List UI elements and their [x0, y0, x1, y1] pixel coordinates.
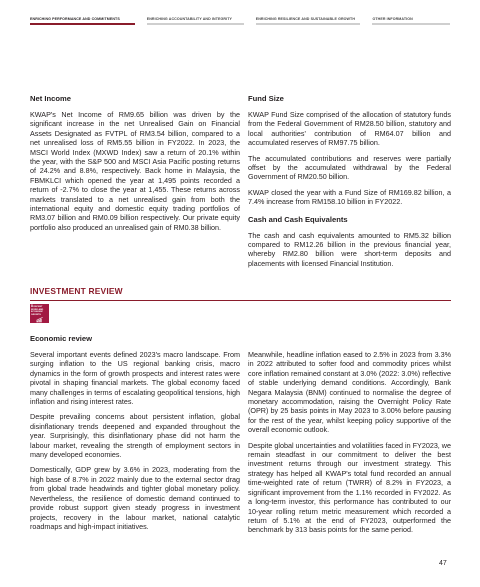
- economic-review-paragraph: Despite prevailing concerns about persistent inflation, global disinflationary trends deepened and expanded throughout the year. Surprisingly, this disinflationary phase did not harm the labour market, revealing the strength of employment sectors in many developed economies.: [30, 412, 240, 460]
- net-income-paragraph: KWAP's Net Income of RM9.65 billion was driven by the significant increase in the net Unrealised Gain on Financial Assets Designated as FVTPL of RM3.54 billion, compared to a net unrealised loss of RM5.55 billion in FY2022. In 2023, the MSCI World Index (MXWD Index) saw a return of 20.1% within the year, with the S&P 500 and MSCI Asia Pacific posting returns of 24.2% and 8.8%, respectively. Back home in Malaysia, the FBMKLCI which opened the year at 1,495 points recorded a return of -2.7% to close the year at 1,455. These returns across markets translated to a net unrealised gain from both the international equity and domestic equity trading portfolios of RM3.07 billion and RM0.09 billion respectively. Our private equity portfolio also produced an unrealised gain of RM0.38 billion.: [30, 110, 240, 232]
- top-navigation: [30, 16, 450, 27]
- cash-paragraph: The cash and cash equivalents amounted to RM5.32 billion compared to RM12.26 billion in the previous financial year, whereby RM2.80 billion were short-term deposits and placements with licensed Financial Institution.: [248, 230, 451, 268]
- tab-performance-commitments[interactable]: ENRICHING PERFORMANCE AND COMMITMENTS: [30, 16, 135, 25]
- page-number: 47: [439, 560, 447, 567]
- sdg-label: 8 DECENT WORK AND ECONOMIC GROWTH: [31, 304, 44, 316]
- investment-review-heading: INVESTMENT REVIEW: [30, 286, 451, 301]
- fund-size-section: [248, 94, 451, 274]
- economic-review-heading: Economic review: [30, 334, 93, 343]
- economic-review-paragraph: Domestically, GDP grew by 3.6% in 2023, moderating from the high base of 8.7% in 2022 mainly due to the external sector drag from global trade headwinds and tighter global monetary policy. Nevertheless, the resilience of domestic demand continued to provide robust support given steady progress in investment projects, recovery in the labour market, national catalytic roadmaps and high-impact initiatives.: [30, 465, 240, 531]
- sdg-8-badge: [30, 304, 49, 323]
- fund-size-paragraph-1: KWAP Fund Size comprised of the allocation of statutory funds from the Federal Government of RM28.50 billion, statutory and local authorities' contribution of RM64.07 billion and accumulated reserves of RM97.75 billion.: [248, 110, 451, 148]
- economic-review-right-column: [248, 350, 451, 541]
- fund-size-heading: Fund Size: [248, 94, 284, 103]
- fund-size-paragraph-2: The accumulated contributions and reserves were partially offset by the accumulated withdrawal by the Federal Government of RM20.50 billion.: [248, 153, 451, 182]
- cash-heading: Cash and Cash Equivalents: [248, 214, 348, 224]
- net-income-heading: Net Income: [30, 94, 71, 103]
- economic-review-paragraph: Several important events defined 2023's macro landscape. From surging inflation to the US regional banking crisis, macro dynamics in the form of growth prospects and interest rates were pivotal in shaping financial markets. The global economy faced many challenges in terms of escalating geopolitical tensions, high inflation and rising interest rates.: [30, 350, 240, 407]
- sdg-8-growth-icon: [34, 317, 46, 323]
- economic-review-paragraph: Meanwhile, headline inflation eased to 2.5% in 2023 from 3.3% in 2022 attributed to softer food and commodity prices whilst core inflation remained constant at 3.0% (2022: 3.0%) reflective of stable underlying demand conditions. Accordingly, Bank Negara Malaysia (BNM) continued to normalise the degree of monetary accommodation, raising the Overnight Policy Rate (OPR) by 25 basis points in May 2023 to 3.00% before pausing for the rest of the year, whilst keeping policy supportive of the overall economic outlook.: [248, 350, 451, 435]
- economic-review-left-column: [30, 350, 240, 537]
- tab-resilience-growth[interactable]: ENRICHING RESILIENCE AND SUSTAINABLE GROWTH: [256, 16, 361, 25]
- fund-size-paragraph-3: KWAP closed the year with a Fund Size of RM169.82 billion, a 7.4% increase from RM158.10 billion in FY2022.: [248, 187, 451, 207]
- tab-other-information[interactable]: OTHER INFORMATION: [372, 16, 450, 25]
- tab-accountability-integrity[interactable]: ENRICHING ACCOUNTABILITY AND INTEGRITY: [147, 16, 244, 25]
- net-income-section: [30, 94, 240, 238]
- economic-review-paragraph: Despite global uncertainties and volatilities faced in FY2023, we remain steadfast in our commitment to deliver the best investment returns through our investment strategy. This strategy has helped all KWAP's total fund recorded an annual time-weighted rate of return (TWRR) of 8.2% in FY2023, a significant improvement from the 1.1% recorded in FY2022. As a long-term investor, this performance has contributed to our 10-year rolling return metric measurement which recorded a return of 5.1% at the end of FY2023, outperformed the benchmark by 313 basis points for the same period.: [248, 440, 451, 535]
